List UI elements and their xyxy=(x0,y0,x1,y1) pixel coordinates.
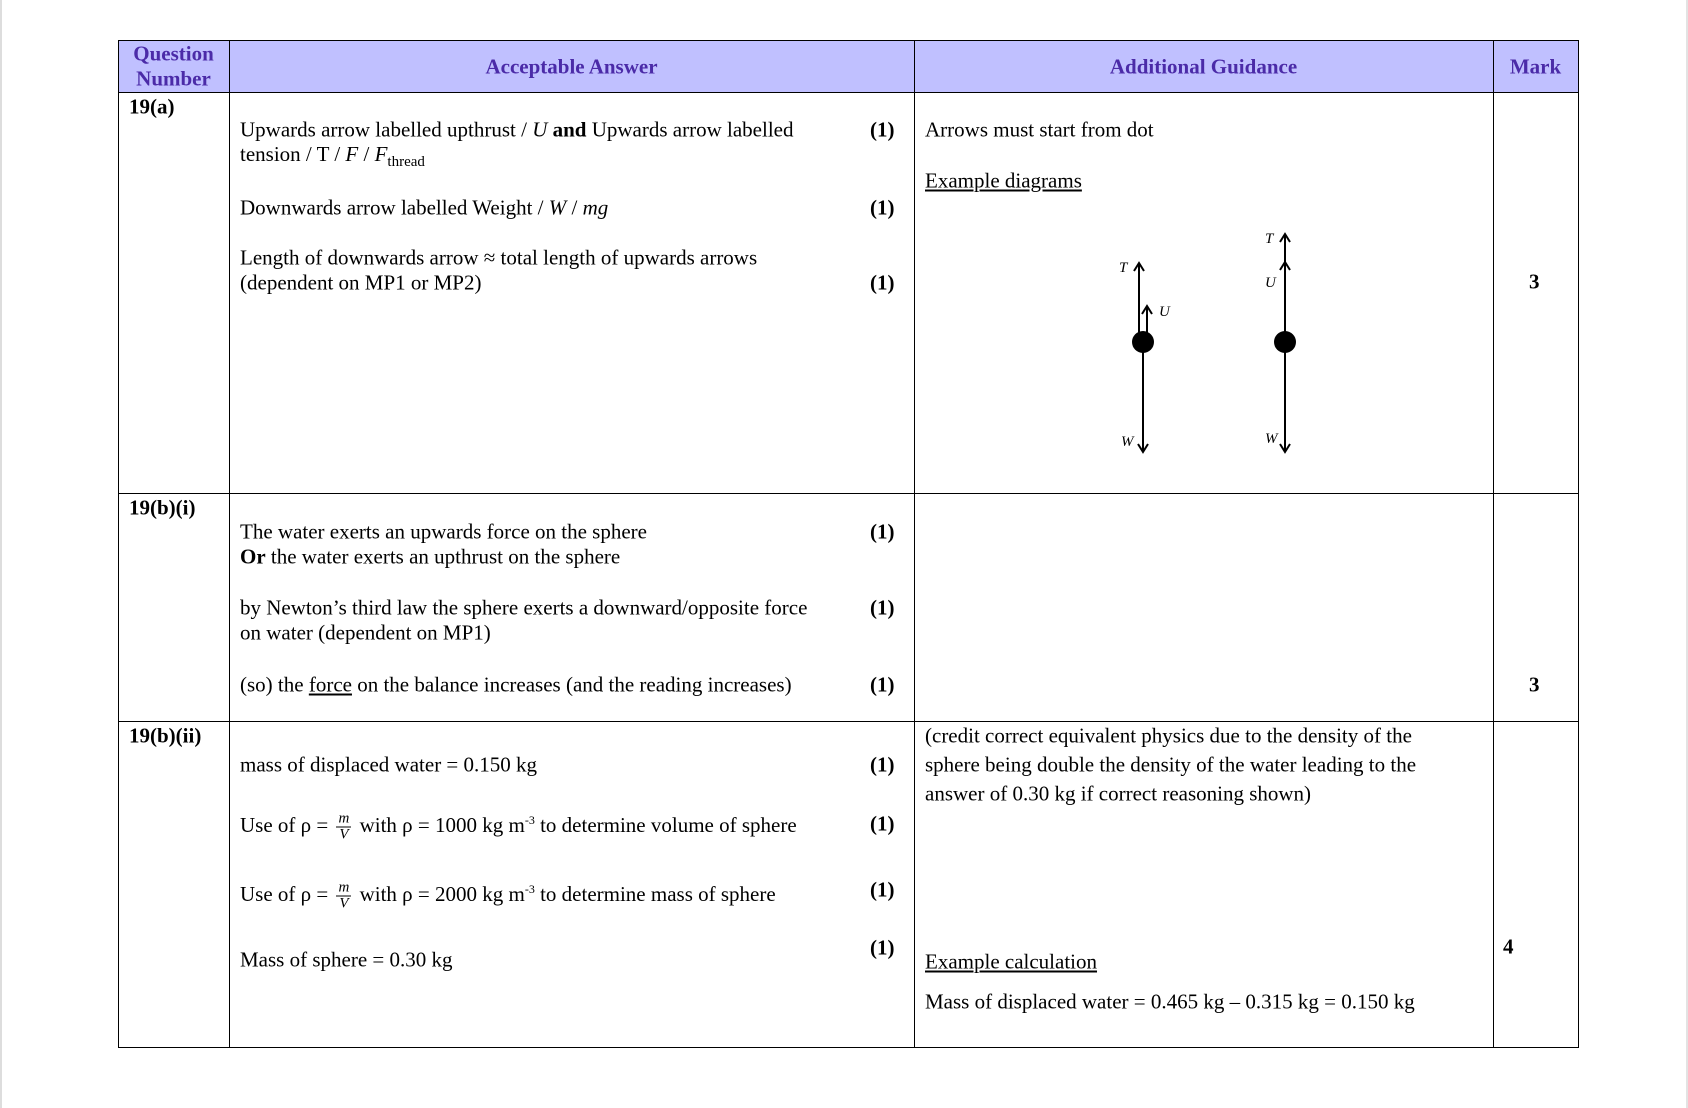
guidance-text: answer of 0.30 kg if correct reasoning shown) xyxy=(925,781,1312,806)
total-mark: 4 xyxy=(1503,934,1514,959)
answer-text: tension / T / F / $F_{thread}$ xyxy=(240,141,425,171)
guidance-heading: Example calculation xyxy=(925,949,1098,974)
sphere-dot xyxy=(1132,331,1154,353)
mark-point: (1) xyxy=(870,195,895,220)
answer-text: Or the water exerts an upthrust on the sphere xyxy=(240,544,621,569)
example-diagram-1 xyxy=(1132,263,1154,452)
mark-point: (1) xyxy=(870,519,895,544)
question-number: 19(b)(ii) xyxy=(129,723,202,748)
mark-point: (1) xyxy=(870,595,895,620)
fraction: $\frac{m}{V}$ xyxy=(338,879,350,912)
mark-point: (1) xyxy=(870,811,895,836)
answer-text: mass of displaced water = 0.150 kg xyxy=(240,752,538,777)
header-mark: Mark xyxy=(1509,54,1562,79)
header-question-number-line2: Number xyxy=(136,66,211,91)
total-mark: 3 xyxy=(1529,269,1540,294)
answer-text: Upwards arrow labelled upthrust / U and Upwards arrow labelled xyxy=(240,117,794,142)
mark-point: (1) xyxy=(870,935,895,960)
example-diagram-2 xyxy=(1274,234,1296,452)
mark-point: (1) xyxy=(870,877,895,902)
mark-point: (1) xyxy=(870,270,895,295)
answer-text: Use of ρ = $\frac{m}{V}$ with ρ = 2000 kg $m^{-3}$ to determine mass of sphere xyxy=(240,879,776,912)
answer-text: (dependent on MP1 or MP2) xyxy=(240,270,482,295)
answer-text: The water exerts an upwards force on the sphere xyxy=(240,519,647,544)
total-mark: 3 xyxy=(1529,672,1540,697)
answer-text: on water (dependent on MP1) xyxy=(240,620,491,645)
label-upthrust: U xyxy=(1159,304,1170,320)
label-tension: T xyxy=(1119,260,1128,276)
label-upthrust: U xyxy=(1265,275,1276,291)
guidance-text: Mass of displaced water = 0.465 kg – 0.315 kg = 0.150 kg xyxy=(925,989,1415,1014)
guidance-text: sphere being double the density of the water leading to the xyxy=(925,752,1417,777)
answer-text: Length of downwards arrow ≈ total length of upwards arrows xyxy=(240,245,758,270)
answer-text: by Newton’s third law the sphere exerts a downward/opposite force xyxy=(240,595,808,620)
header-acceptable-answer: Acceptable Answer xyxy=(485,54,658,79)
answer-text: Downwards arrow labelled Weight / W / mg xyxy=(240,195,609,220)
mark-point: (1) xyxy=(870,117,895,142)
answer-text: Use of ρ = $\frac{m}{V}$ with ρ = 1000 kg $m^{-3}$ to determine volume of sphere xyxy=(240,810,797,843)
answer-text: (so) the force on the balance increases (and the reading increases) xyxy=(240,672,792,697)
guidance-text: (credit correct equivalent physics due to the density of the xyxy=(925,723,1412,748)
label-weight: W xyxy=(1121,434,1134,450)
header-question-number-line1: Question xyxy=(133,41,214,66)
guidance-text: Arrows must start from dot xyxy=(925,117,1154,142)
sphere-dot xyxy=(1274,331,1296,353)
label-tension: T xyxy=(1265,231,1274,247)
answer-text: Mass of sphere = 0.30 kg xyxy=(240,947,453,972)
mark-point: (1) xyxy=(870,752,895,777)
mark-point: (1) xyxy=(870,672,895,697)
fraction: $\frac{m}{V}$ xyxy=(338,810,350,843)
question-number: 19(a) xyxy=(129,94,175,119)
header-additional-guidance: Additional Guidance xyxy=(1109,54,1298,79)
guidance-heading: Example diagrams xyxy=(925,168,1082,193)
question-number: 19(b)(i) xyxy=(129,495,196,520)
label-weight: W xyxy=(1265,431,1278,447)
